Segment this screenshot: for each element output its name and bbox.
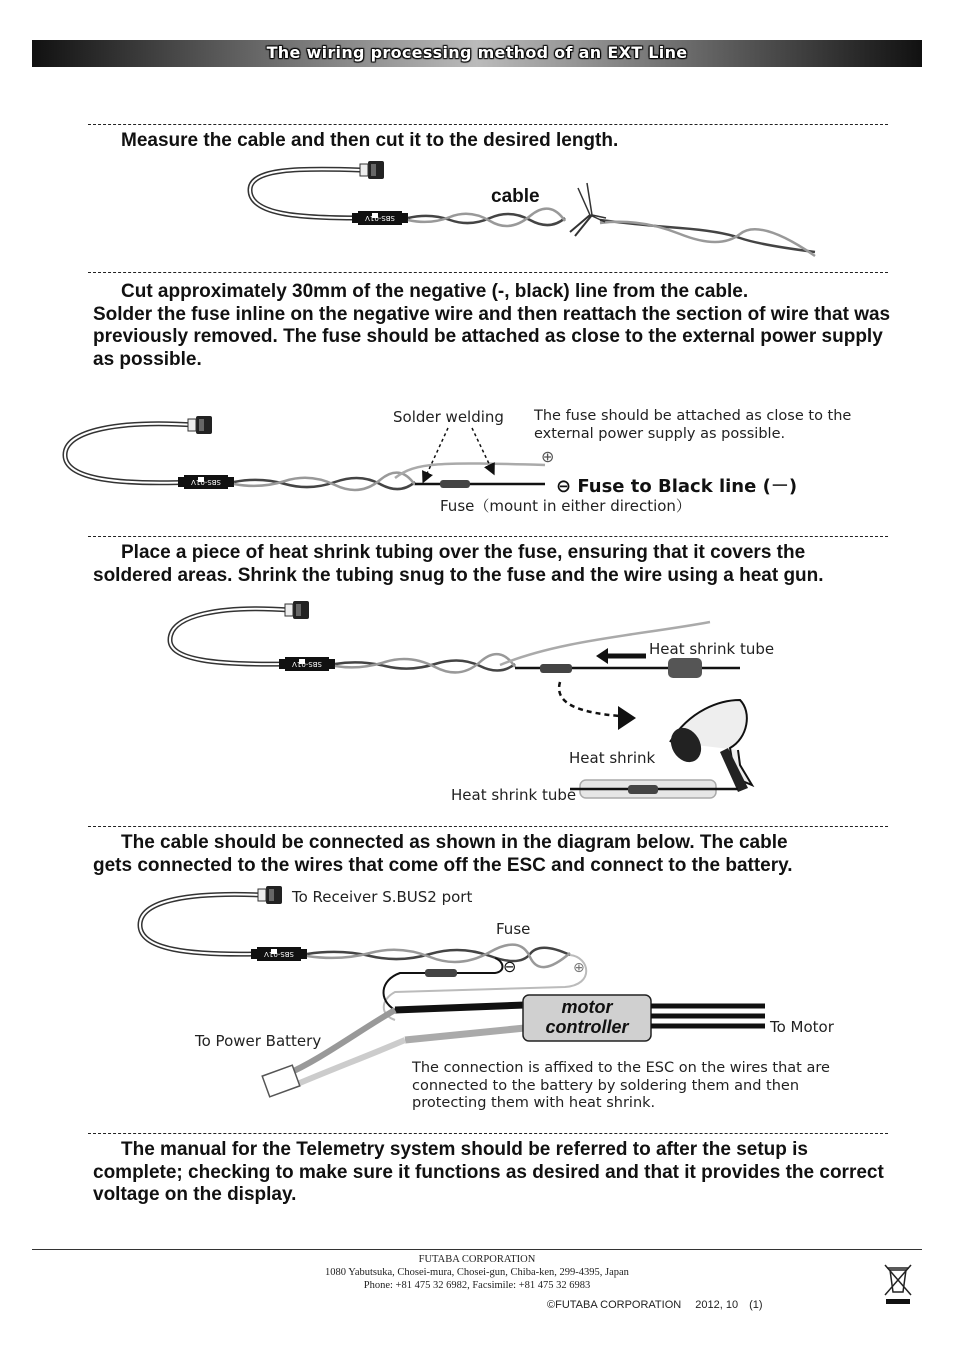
minus-icon: ⊖ bbox=[556, 476, 572, 497]
step-4-text: The cable should be connected as shown in the diagram below. The cable gets connected to the wires that come off the ESC and connect to the battery. bbox=[93, 832, 793, 876]
step-5-text: The manual for the Telemetry system should be referred to after the setup is complete; checking to make sure it functions as desired and that it provides the correct voltage on the display. bbox=[93, 1139, 884, 1206]
receiver-port-label: To Receiver S.BUS2 port bbox=[292, 888, 473, 906]
figure-3-heat-shrink bbox=[170, 601, 752, 798]
cable-label: cable bbox=[491, 186, 540, 207]
fuse-label: Fuse bbox=[496, 920, 531, 938]
step-2-text: Cut approximately 30mm of the negative (-, black) line from the cable. Solder the fuse inline on the negative wire and then reattach the section of wire that was previously removed. The fuse should be attached as close to the external power supply as possible. bbox=[93, 281, 891, 370]
power-battery-label: To Power Battery bbox=[195, 1032, 322, 1050]
sensor-model-label: SBS-01V bbox=[365, 214, 395, 222]
fuse-placement-note: The fuse should be attached as close to the external power supply as possible. bbox=[534, 408, 852, 442]
svg-text:⊖: ⊖ bbox=[503, 957, 517, 976]
sensor-model-label: SBS-01V bbox=[264, 950, 294, 958]
sensor-model-label: SBS-01V bbox=[292, 660, 322, 668]
step-3-text: Place a piece of heat shrink tubing over the fuse, ensuring that it covers the soldered areas. Shrink the tubing snug to the fuse and the wire using a heat gun. bbox=[93, 542, 824, 586]
heat-shrink-tube-label-bottom: Heat shrink tube bbox=[451, 786, 577, 804]
footer-company: FUTABA CORPORATION bbox=[418, 1254, 536, 1265]
fuse-black-label: ⊖ Fuse to Black line (－) bbox=[556, 476, 798, 497]
to-motor-label: To Motor bbox=[770, 1018, 834, 1036]
footer-phone: Phone: +81 475 32 6982, Facsimile: +81 475 32 6983 bbox=[363, 1280, 591, 1291]
solder-welding-label: Solder welding bbox=[393, 408, 504, 426]
sensor-model-label: SBS-01V bbox=[191, 478, 221, 486]
heat-shrink-tube-label: Heat shrink tube bbox=[649, 640, 775, 658]
footer-copyright: ©FUTABA CORPORATION 2012, 10 (1) bbox=[547, 1299, 763, 1311]
heat-shrink-label: Heat shrink bbox=[569, 749, 656, 767]
esc-connection-note: The connection is affixed to the ESC on the wires that are connected to the battery by soldering them and then protecting them with heat shrink. bbox=[412, 1060, 830, 1111]
svg-text:motor: motor bbox=[561, 997, 613, 1017]
step-1-text: Measure the cable and then cut it to the desired length. bbox=[121, 130, 619, 151]
hair-dryer-icon bbox=[665, 700, 752, 792]
footer-divider bbox=[32, 1249, 922, 1250]
svg-text:⊕: ⊕ bbox=[573, 960, 585, 976]
wire-cutter-icon bbox=[570, 183, 606, 236]
figure-2-fuse-inline bbox=[65, 416, 554, 490]
figure-1-cable bbox=[250, 161, 815, 256]
svg-text:controller: controller bbox=[545, 1017, 629, 1037]
page-title: The wiring processing method of an EXT Line bbox=[266, 43, 688, 62]
fuse-direction-label: Fuse（mount in either direction） bbox=[440, 497, 691, 515]
footer-address: 1080 Yabutsuka, Chosei-mura, Chosei-gun, Chiba-ken, 299-4395, Japan bbox=[325, 1267, 629, 1278]
svg-text:⊕: ⊕ bbox=[541, 447, 555, 466]
